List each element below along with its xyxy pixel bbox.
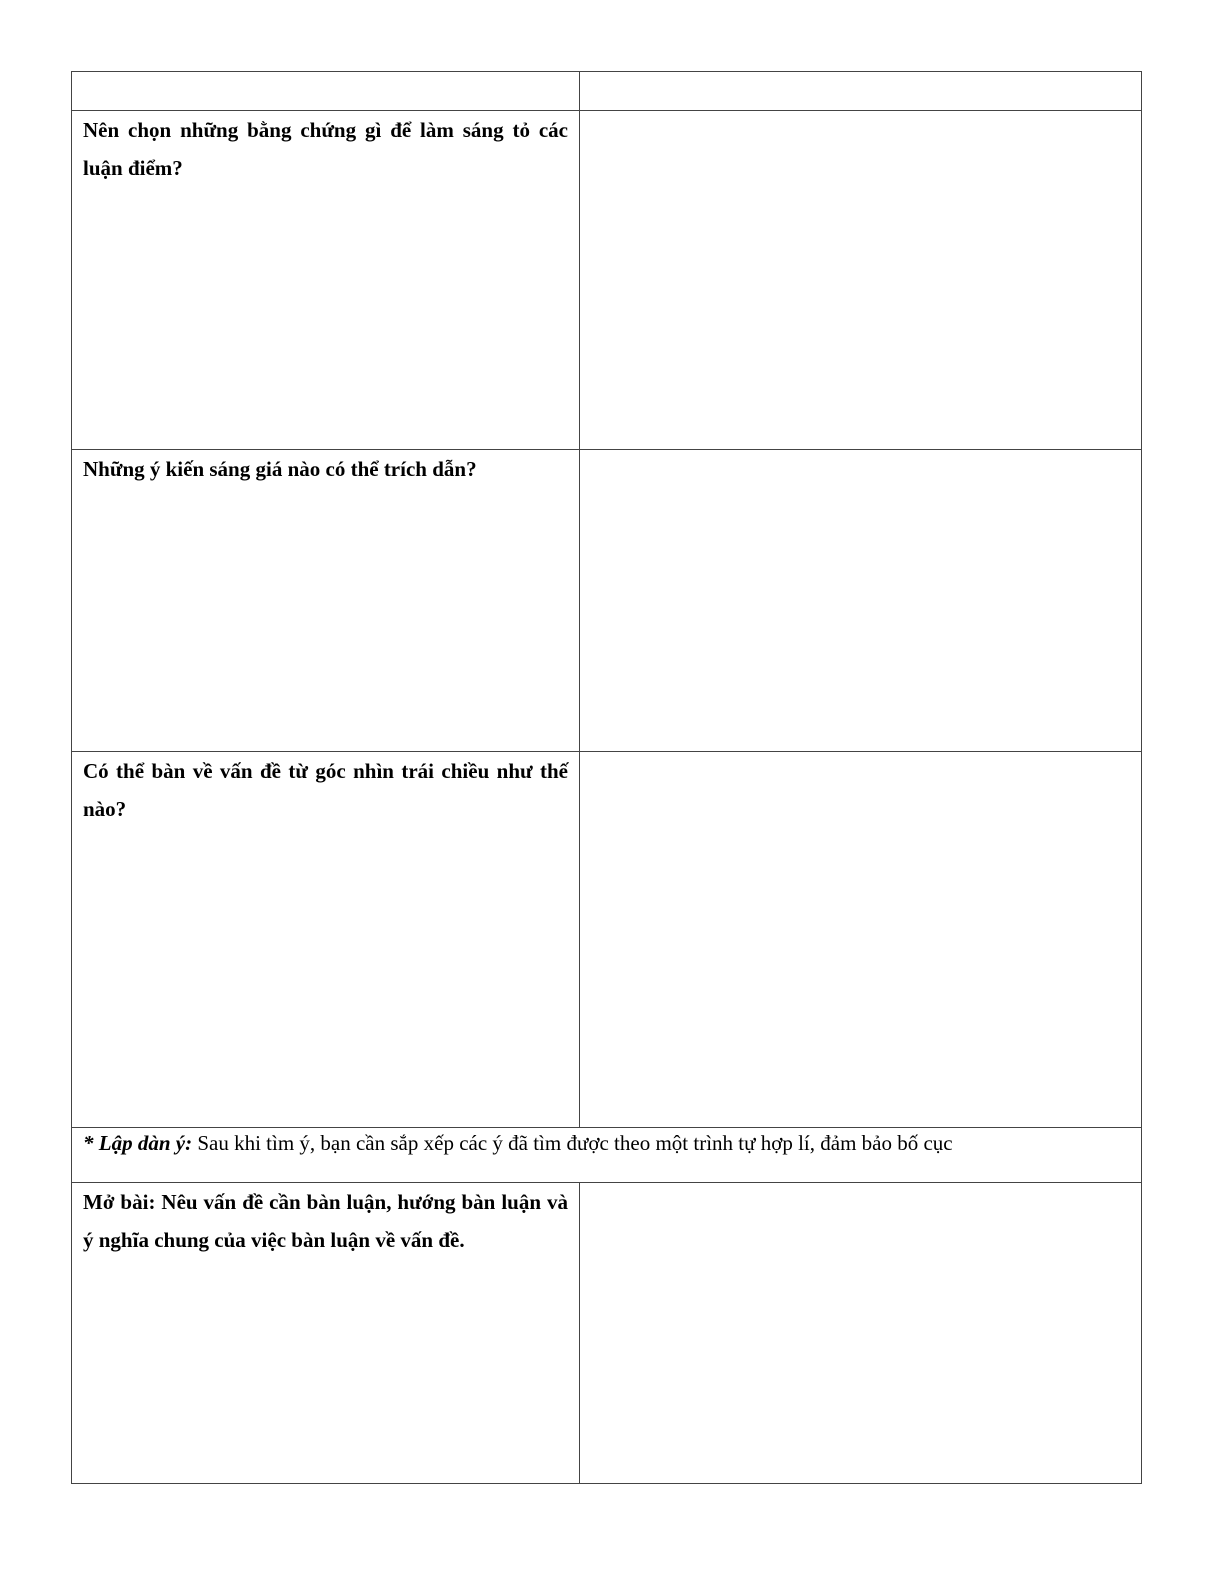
outline-note-cell [72,1128,1142,1183]
table-row [72,752,1142,1128]
answer-cell[interactable] [580,72,1142,111]
outline-note [72,1128,1141,1158]
question-cell [72,752,580,1128]
answer-cell[interactable] [580,450,1142,752]
outline-note-text: Sau khi tìm ý, bạn cần sắp xếp các ý đã tìm được theo một trình tự hợp lí, đảm bảo bố cục [192,1131,953,1155]
outline-note-lead: * Lập dàn ý: [83,1131,193,1155]
table-row [72,72,1142,111]
table-row [72,450,1142,752]
answer-cell[interactable] [580,111,1142,450]
question-cell [72,1183,580,1484]
answer-cell[interactable] [580,1183,1142,1484]
question-cell [72,450,580,752]
answer-cell[interactable] [580,752,1142,1128]
question-text: Nên chọn những bằng chứng gì để làm sáng tỏ các luận điểm? [83,118,568,180]
table-row [72,1183,1142,1484]
question-text: Những ý kiến sáng giá nào có thể trích dẫn? [83,457,477,481]
outline-note-row [72,1128,1142,1183]
outline-worksheet-table [71,71,1142,1484]
table-row [72,111,1142,450]
question-text: Có thể bàn về vấn đề từ góc nhìn trái chiều như thế nào? [83,759,568,821]
question-cell [72,111,580,450]
question-cell [72,72,580,111]
intro-question-text: Mở bài: Nêu vấn đề cần bàn luận, hướng bàn luận và ý nghĩa chung của việc bàn luận về vấn đề. [83,1190,568,1252]
